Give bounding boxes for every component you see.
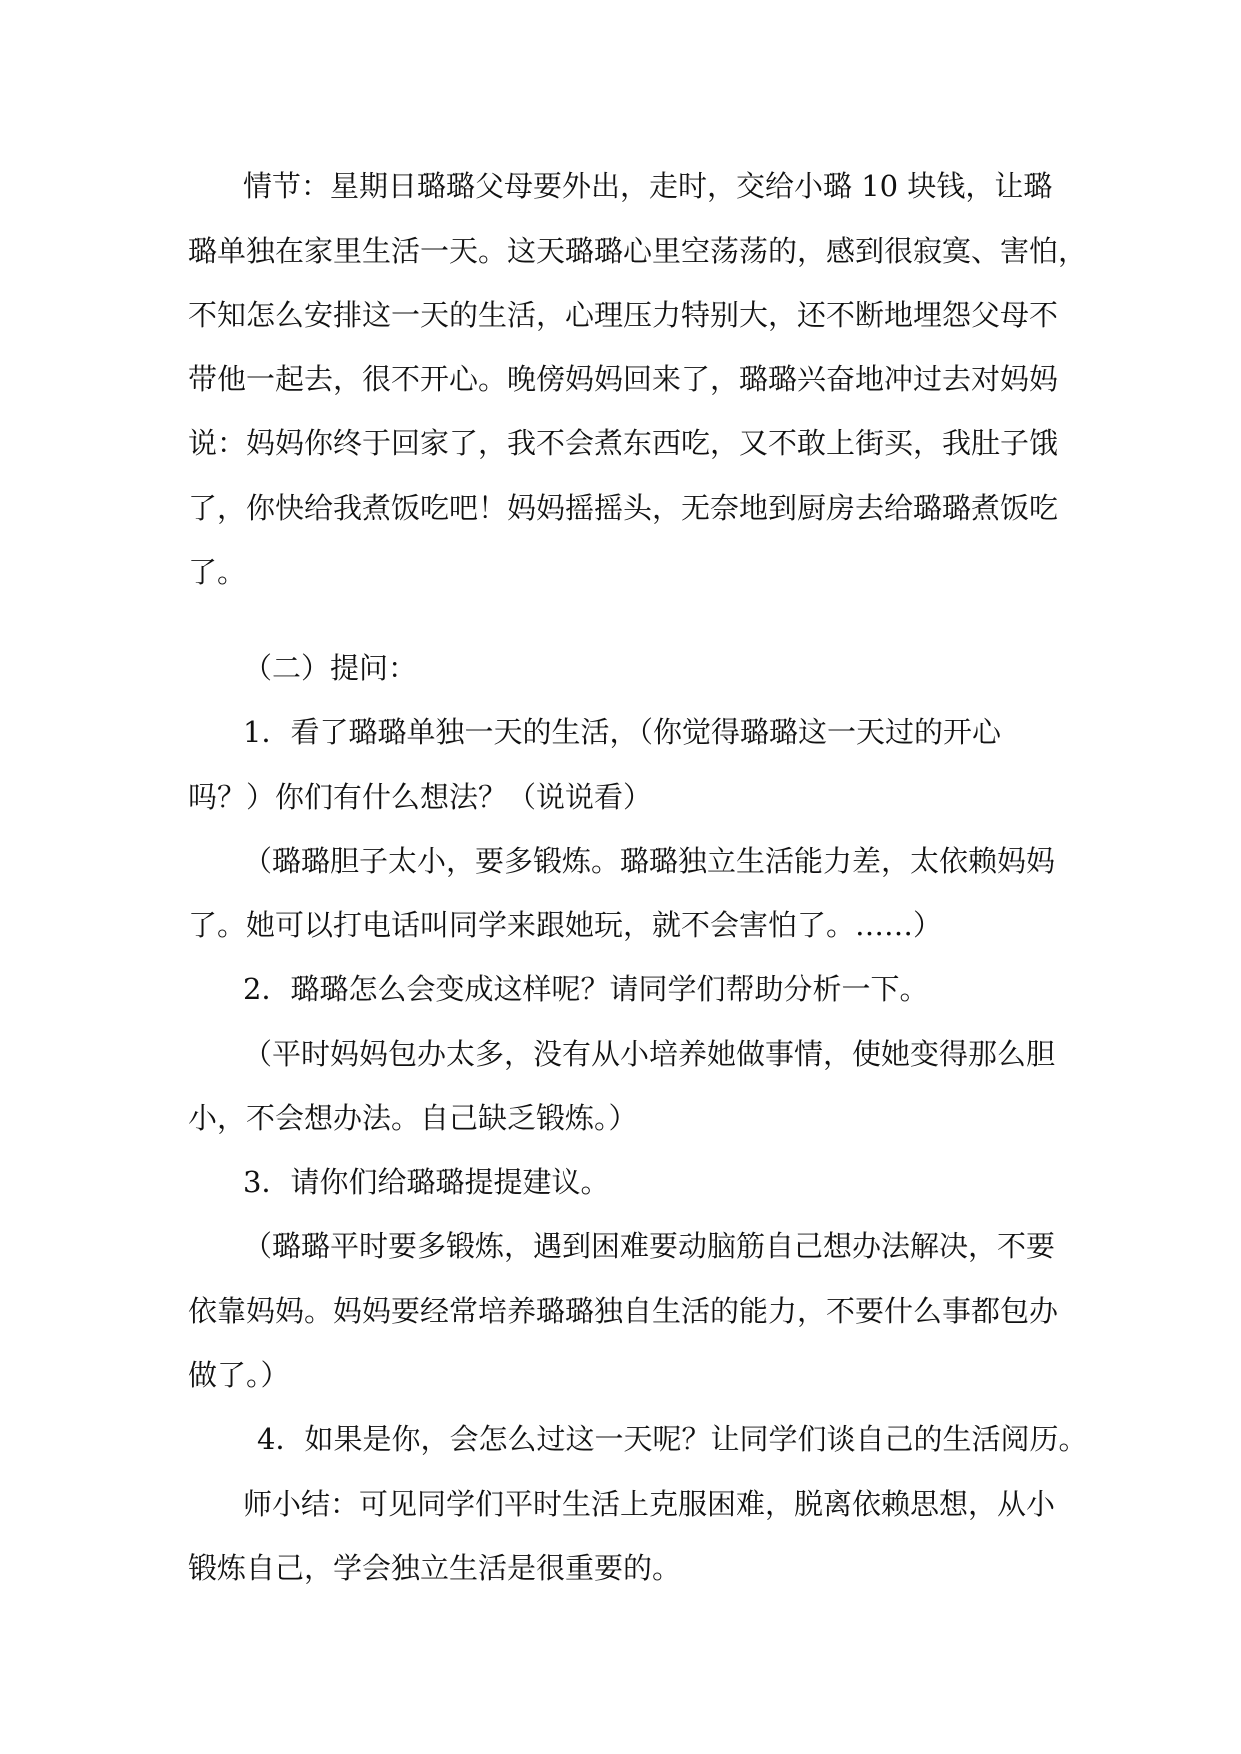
question-line: 4．如果是你，会怎么过这一天呢？让同学们谈自己的生活阅历。 [257, 1422, 1088, 1456]
question-line: 1．看了璐璐单独一天的生活，（你觉得璐璐这一天过的开心 [243, 715, 1001, 749]
paragraph-line: 了，你快给我煮饭吃吧！妈妈摇摇头，无奈地到厨房去给璐璐煮饭吃 [188, 491, 1059, 525]
paragraph-line: 不知怎么安排这一天的生活，心理压力特别大，还不断地埋怨父母不 [188, 298, 1059, 332]
answer-line: 小，不会想办法。自己缺乏锻炼。） [188, 1101, 638, 1135]
paragraph-line: 带他一起去，很不开心。晚傍妈妈回来了，璐璐兴奋地冲过去对妈妈 [188, 362, 1059, 396]
paragraph-line: 情节：星期日璐璐父母要外出，走时，交给小璐 10 块钱，让璐 [243, 169, 1053, 203]
answer-line: 依靠妈妈。妈妈要经常培养璐璐独自生活的能力，不要什么事都包办 [188, 1294, 1059, 1328]
question-line: 吗？）你们有什么想法？（说说看） [188, 780, 653, 814]
question-line: 3．请你们给璐璐提提建议。 [243, 1165, 610, 1199]
answer-line: （平时妈妈包办太多，没有从小培养她做事情，使她变得那么胆 [243, 1037, 1056, 1071]
paragraph-line: 了。 [188, 555, 247, 589]
summary-line: 师小结：可见同学们平时生活上克服困难，脱离依赖思想，从小 [243, 1487, 1056, 1521]
answer-line: 了。她可以打电话叫同学来跟她玩，就不会害怕了。……） [188, 908, 943, 942]
section-heading: （二）提问： [243, 651, 418, 685]
paragraph-line: 说：妈妈你终于回家了，我不会煮东西吃，又不敢上街买，我肚子饿 [188, 426, 1059, 460]
answer-line: （璐璐平时要多锻炼，遇到困难要动脑筋自己想办法解决，不要 [243, 1229, 1056, 1263]
paragraph-line: 璐单独在家里生活一天。这天璐璐心里空荡荡的，感到很寂寞、害怕， [188, 234, 1088, 268]
answer-line: （璐璐胆子太小，要多锻炼。璐璐独立生活能力差，太依赖妈妈 [243, 844, 1056, 878]
answer-line: 做了。） [188, 1358, 290, 1392]
summary-line: 锻炼自己，学会独立生活是很重要的。 [188, 1551, 682, 1585]
question-line: 2．璐璐怎么会变成这样呢？请同学们帮助分析一下。 [243, 972, 929, 1006]
